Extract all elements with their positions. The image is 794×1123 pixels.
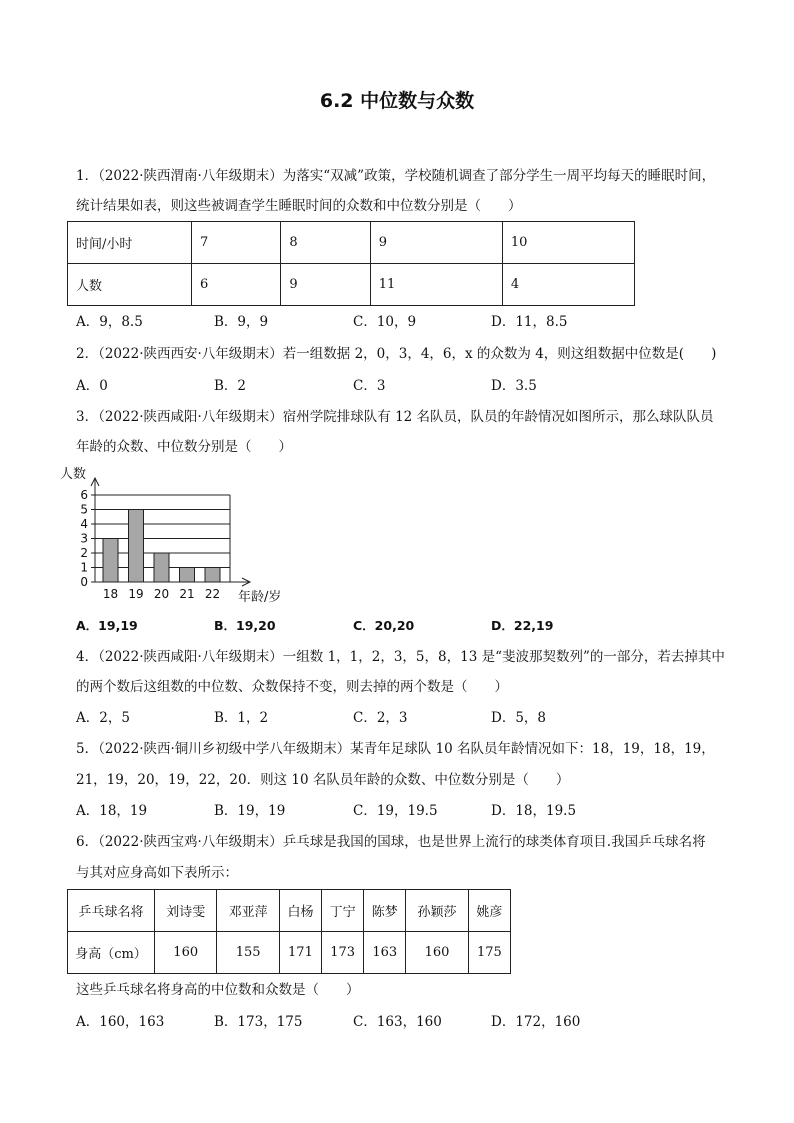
table-cell: 孙颖莎 xyxy=(406,890,468,932)
q6-option-c[interactable]: C．163，160 xyxy=(353,1014,442,1030)
q4-option-a[interactable]: A．2，5 xyxy=(76,710,130,726)
table-cell: 4 xyxy=(502,264,634,306)
table-cell: 乒乓球名将 xyxy=(68,890,155,932)
table-cell: 人数 xyxy=(68,264,192,306)
q2-option-a[interactable]: A．0 xyxy=(76,378,108,394)
y-tick-label: 3 xyxy=(80,531,88,546)
table-cell: 邓亚萍 xyxy=(217,890,279,932)
q2-option-b[interactable]: B．2 xyxy=(214,378,247,394)
q6-stem-line3: 这些乒乓球名将身高的中位数和众数是（ ） xyxy=(76,982,360,998)
bar xyxy=(129,510,144,583)
q5-option-b[interactable]: B．19，19 xyxy=(214,803,286,819)
table-cell: 160 xyxy=(155,932,217,974)
x-tick-label: 18 xyxy=(102,587,119,601)
y-tick-label: 1 xyxy=(80,560,88,575)
page-title: 6.2 中位数与众数 xyxy=(319,90,475,112)
y-tick-label: 4 xyxy=(80,517,88,531)
table-cell: 8 xyxy=(281,222,370,264)
q3-option-b[interactable]: B．19,20 xyxy=(214,618,276,633)
q6-stem-line2: 与其对应身高如下表所示： xyxy=(76,865,238,881)
table-row xyxy=(68,932,511,974)
q3-stem-line1: 3．（2022·陕西咸阳·八年级期末）宿州学院排球队有 12 名队员，队员的年龄情况如图所示，那么球队队员 xyxy=(76,409,714,425)
q5-stem-line2: 21，19，20，19，22，20．则这 10 名队员年龄的众数、中位数分别是（ ） xyxy=(76,772,570,788)
y-tick-label: 5 xyxy=(80,502,88,517)
bar xyxy=(103,539,118,583)
q5-option-a[interactable]: A．18，19 xyxy=(76,803,148,819)
table-cell: 7 xyxy=(192,222,281,264)
table-cell: 173 xyxy=(322,932,364,974)
bar xyxy=(205,568,220,583)
chart-labels xyxy=(60,466,281,605)
q3-stem-line2: 年龄的众数、中位数分别是（ ） xyxy=(76,439,292,455)
q2-stem-line1: 2．（2022·陕西西安·八年级期末）若一组数据 2，0，3，4，6，x 的众数为 4，则这组数据中位数是( ) xyxy=(76,346,717,362)
q3-option-d[interactable]: D．22,19 xyxy=(491,618,554,633)
x-axis-title: 年龄/岁 xyxy=(238,590,282,605)
q1-option-c[interactable]: C．10，9 xyxy=(353,314,417,330)
q3-option-a[interactable]: A．19,19 xyxy=(76,618,138,633)
q6-option-b[interactable]: B．173，175 xyxy=(214,1014,303,1030)
table-cell: 白杨 xyxy=(279,890,321,932)
q4-option-d[interactable]: D．5，8 xyxy=(491,710,547,726)
bar xyxy=(154,553,169,582)
table-cell: 刘诗雯 xyxy=(155,890,217,932)
x-tick-label: 20 xyxy=(153,587,170,601)
q5-stem-line1: 5．（2022·陕西·铜川乡初级中学八年级期末）某青年足球队 10 名队员年龄情况如下：18，19，18，19， xyxy=(76,741,715,757)
table-cell: 姚彦 xyxy=(468,890,510,932)
bar xyxy=(180,568,195,583)
q1-table xyxy=(67,221,635,306)
x-tick-label: 19 xyxy=(128,587,144,601)
chart-bars xyxy=(103,510,220,583)
x-tick-label: 21 xyxy=(179,587,195,601)
table-cell: 丁宁 xyxy=(322,890,364,932)
q2-option-c[interactable]: C．3 xyxy=(353,378,386,394)
table-cell: 160 xyxy=(406,932,468,974)
y-tick-label: 2 xyxy=(80,546,88,560)
table-cell: 9 xyxy=(281,264,370,306)
q5-option-c[interactable]: C．19，19.5 xyxy=(353,803,438,819)
q4-stem-line1: 4．（2022·陕西咸阳·八年级期末）一组数 1，1，2，3，5，8，13 是“斐波那契数列”的一部分，若去掉其中 xyxy=(76,649,725,665)
table-cell: 155 xyxy=(217,932,279,974)
table-cell: 时间/小时 xyxy=(68,222,192,264)
q2-option-d[interactable]: D．3.5 xyxy=(491,378,537,394)
table-cell: 陈梦 xyxy=(364,890,406,932)
q3-option-c[interactable]: C．20,20 xyxy=(353,618,415,633)
table-row xyxy=(68,222,635,264)
table-cell: 11 xyxy=(370,264,502,306)
y-tick-label: 6 xyxy=(80,488,88,502)
table-cell: 163 xyxy=(364,932,406,974)
table-cell: 171 xyxy=(279,932,321,974)
q6-option-a[interactable]: A．160，163 xyxy=(76,1014,165,1030)
q6-option-d[interactable]: D．172，160 xyxy=(491,1014,581,1030)
x-tick-label: 22 xyxy=(204,587,221,601)
q6-stem-line1: 6．（2022·陕西宝鸡·八年级期末）乒乓球是我国的国球，也是世界上流行的球类体育项目.我国乒乓球名将 xyxy=(76,834,706,850)
q4-stem-line2: 的两个数后这组数的中位数、众数保持不变，则去掉的两个数是（ ） xyxy=(76,679,508,695)
table-cell: 身高（cm） xyxy=(68,932,155,974)
y-tick-label: 0 xyxy=(80,575,88,589)
q5-option-d[interactable]: D．18，19.5 xyxy=(491,803,577,819)
q1-stem-line2: 统计结果如表，则这些被调查学生睡眠时间的众数和中位数分别是（ ） xyxy=(76,198,522,214)
q1-option-b[interactable]: B．9，9 xyxy=(214,314,269,330)
q4-option-b[interactable]: B．1，2 xyxy=(214,710,269,726)
age-bar-chart xyxy=(60,462,300,612)
table-cell: 10 xyxy=(502,222,634,264)
q4-option-c[interactable]: C．2，3 xyxy=(353,710,408,726)
table-cell: 175 xyxy=(468,932,510,974)
q1-option-a[interactable]: A．9，8.5 xyxy=(76,314,143,330)
table-cell: 9 xyxy=(370,222,502,264)
table-cell: 6 xyxy=(192,264,281,306)
q6-table xyxy=(67,889,511,974)
q1-option-d[interactable]: D．11，8.5 xyxy=(491,314,568,330)
table-row xyxy=(68,264,635,306)
q1-stem-line1: 1．（2022·陕西渭南·八年级期末）为落实“双减”政策，学校随机调查了部分学生一周平均每天的睡眠时间， xyxy=(76,168,716,184)
table-row xyxy=(68,890,511,932)
y-axis-title: 人数 xyxy=(60,467,87,482)
